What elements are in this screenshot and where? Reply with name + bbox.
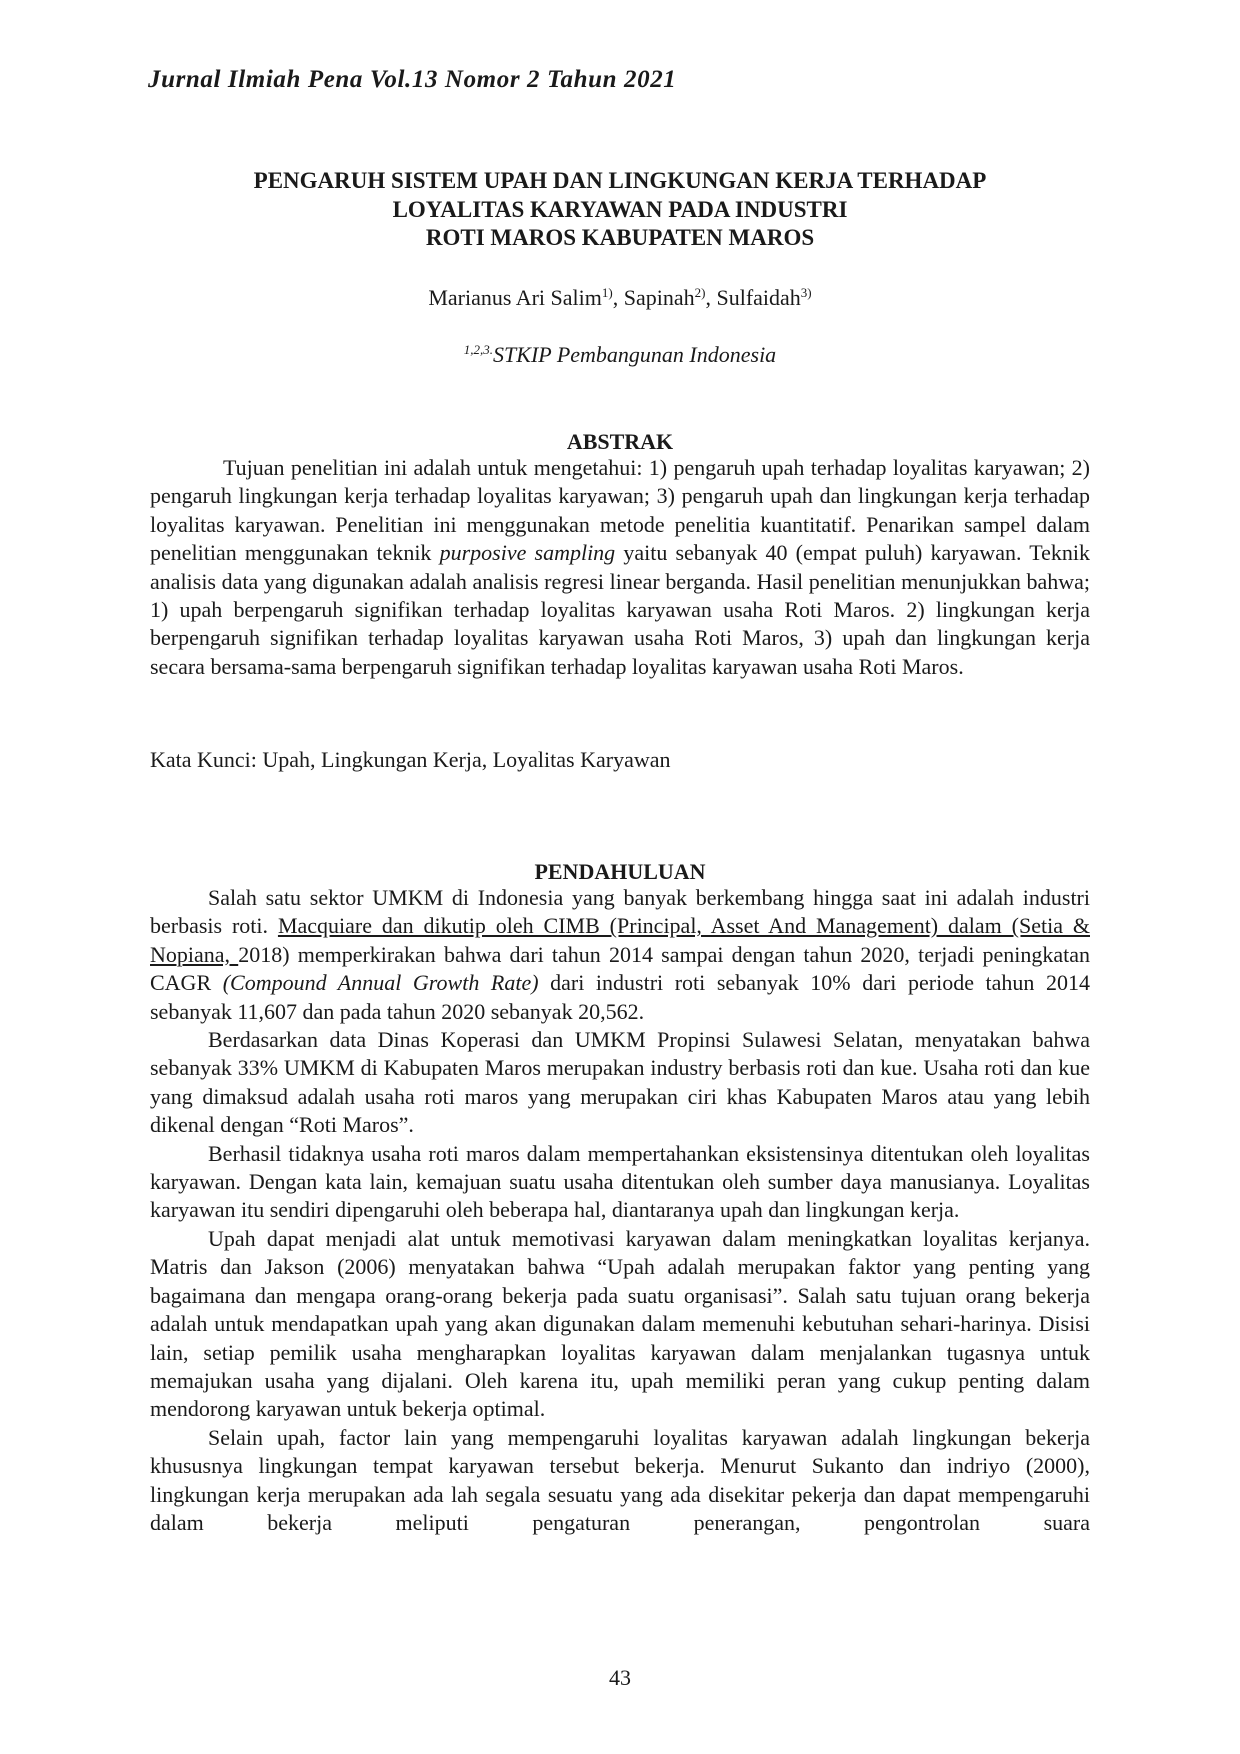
abstract-paragraph — [150, 454, 1090, 681]
author-separator: , — [612, 285, 624, 310]
author-list — [150, 285, 1090, 311]
intro-p1-citation: Macquiare dan dikutip oleh CIMB (Principal, Asset And Management) dalam (Setia & Nopiana, — [150, 913, 1090, 967]
author-name: Marianus Ari Salim — [428, 285, 602, 310]
journal-header: Jurnal Ilmiah Pena Vol.13 Nomor 2 Tahun 2021 — [148, 66, 677, 93]
intro-paragraph-1 — [150, 884, 1090, 1026]
title-line-2: LOYALITAS KARYAWAN PADA INDUSTRI — [392, 196, 848, 222]
author-separator: , — [705, 285, 717, 310]
affiliation-mark: 1,2,3. — [463, 342, 494, 357]
author-mark: 3) — [800, 285, 812, 300]
article-title — [150, 167, 1090, 253]
page-number: 43 — [609, 1665, 631, 1690]
intro-paragraph-3: Berhasil tidaknya usaha roti maros dalam mempertahankan eksistensinya ditentukan oleh loyalitas karyawan. Dengan kata lain, kemajuan suatu usaha ditentukan oleh sumber daya manusianya. Loyalitas karyawan itu sendiri dipengaruhi oleh beberapa hal, diantaranya upah dan lingkungan kerja. — [150, 1140, 1090, 1223]
abstract-heading: ABSTRAK — [566, 429, 674, 454]
introduction-body — [150, 884, 1090, 1537]
intro-p1-text-3: dari industri roti sebanyak 10% dari periode tahun 2014 sebanyak 11,607 dan pada tahun 2020 sebanyak 20,562. — [150, 970, 1090, 1024]
author-name: Sapinah — [623, 285, 695, 310]
intro-p1-italic: (Compound Annual Growth Rate) — [222, 970, 539, 996]
keywords: Kata Kunci: Upah, Lingkungan Kerja, Loyalitas Karyawan — [150, 747, 671, 772]
intro-paragraph-2: Berdasarkan data Dinas Koperasi dan UMKM Propinsi Sulawesi Selatan, menyatakan bahwa sebanyak 33% UMKM di Kabupaten Maros merupakan industry berbasis roti dan kue. Usaha roti dan kue yang dimaksud adalah usaha roti maros yang merupakan ciri khas Kabupaten Maros atau yang lebih dikenal dengan “Roti Maros”. — [150, 1027, 1090, 1138]
author-mark: 2) — [694, 285, 706, 300]
intro-p1-text-1: Salah satu sektor UMKM di Indonesia yang banyak berkembang hingga saat ini adalah industri berbasis roti. — [150, 885, 1090, 939]
intro-paragraph-5: Selain upah, factor lain yang mempengaruhi loyalitas karyawan adalah lingkungan bekerja khususnya lingkungan tempat karyawan tersebut bekerja. Menurut Sukanto dan indriyo (2000), lingkungan kerja merupakan ada lah segala sesuatu yang ada disekitar pekerja dan dapat mempengaruhi dalam bekerja meliputi pengaturan penerangan, pengontrolan suara — [150, 1424, 1090, 1535]
introduction-heading: PENDAHULUAN — [534, 859, 706, 884]
abstract-text-2: yaitu sebanyak 40 (empat puluh) karyawan. Teknik analisis data yang digunakan adalah analisis regresi linear berganda. Hasil penelitian menunjukkan bahwa; 1) upah berpengaruh signifikan terhadap loyalitas karyawan usaha Roti Maros. 2) lingkungan kerja berpengaruh signifikan terhadap loyalitas karyawan usaha Roti Maros, 3) upah dan lingkungan kerja secara bersama-sama berpengaruh signifikan terhadap loyalitas karyawan usaha Roti Maros. — [150, 540, 1090, 679]
author-mark: 1) — [601, 285, 613, 300]
abstract-italic-term: purposive sampling — [439, 540, 616, 566]
abstract-text-1: Tujuan penelitian ini adalah untuk mengetahui: 1) pengaruh upah terhadap loyalitas karyawan; 2) pengaruh lingkungan kerja terhadap loyalitas karyawan; 3) pengaruh upah dan lingkungan kerja terhadap loyalitas karyawan. Penelitian ini menggunakan metode penelitia kuantitatif. Penarikan sampel dalam penelitian menggunakan teknik — [150, 455, 1090, 566]
intro-p1-text-2: 2018) memperkirakan bahwa dari tahun 2014 sampai dengan tahun 2020, terjadi peningkatan CAGR — [150, 941, 1090, 996]
affiliation — [150, 342, 1090, 368]
affiliation-text: STKIP Pembangunan Indonesia — [493, 342, 777, 367]
intro-paragraph-4: Upah dapat menjadi alat untuk memotivasi karyawan dalam meningkatkan loyalitas kerjanya. Matris dan Jakson (2006) menyatakan bahwa “Upah adalah merupakan faktor yang penting yang bagaimana dan mengapa orang-orang bekerja pada suatu organisasi”. Salah satu tujuan orang bekerja adalah untuk mendapatkan upah yang akan digunakan dalam memenuhi kebutuhan sehari-harinya. Disisi lain, setiap pemilik usaha mengharapkan loyalitas karyawan dalam menjalankan tugasnya untuk memajukan usaha yang dijalani. Oleh karena itu, upah memiliki peran yang cukup penting dalam mendorong karyawan untuk bekerja optimal. — [150, 1225, 1090, 1422]
title-line-3: ROTI MAROS KABUPATEN MAROS — [425, 225, 815, 250]
abstract-body — [150, 454, 1090, 681]
title-line-1: PENGARUH SISTEM UPAH DAN LINGKUNGAN KERJA TERHADAP — [253, 168, 987, 193]
author-name: Sulfaidah — [716, 285, 801, 310]
